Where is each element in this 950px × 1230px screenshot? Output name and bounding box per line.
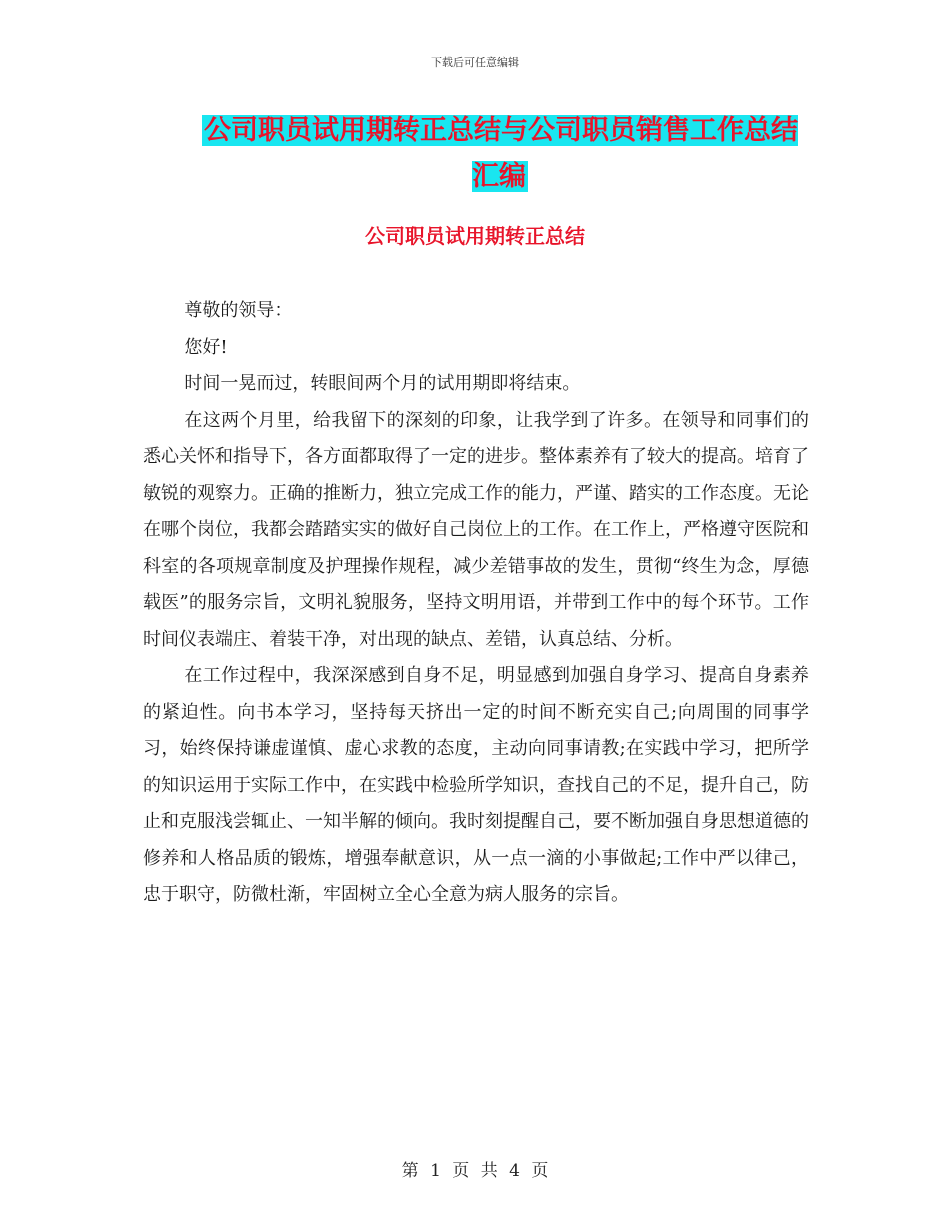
paragraph: 时间一晃而过，转眼间两个月的试用期即将结束。 [184, 373, 581, 394]
document-title [190, 108, 810, 200]
paragraph: 在这两个月里，给我留下的深刻的印象，让我学到了许多。在领导和同事们的悉心关怀和指导下，各方面都取得了一定的进步。整体素养有了较大的提高。培育了敏锐的观察力。正确的推断力，独立完成工作的能力，严谨、踏实的工作态度。无论在哪个岗位，我都会踏踏实实的做好自己岗位上的工作。在工作上，严格遵守医院和科室的各项规章制度及护理操作规程，减少差错事故的发生，贯彻“终生为念，厚德载医”的服务宗旨，文明礼貌服务，坚持文明用语，并带到工作中的每个环节。工作时间仪表端庄、着装干净，对出现的缺点、差错，认真总结、分析。 [143, 409, 809, 650]
page-number: 第 1 页 共 4 页 [401, 1161, 549, 1181]
document-body [143, 293, 809, 914]
paragraph: 在工作过程中，我深深感到自身不足，明显感到加强自身学习、提高自身素养的紧迫性。向书本学习，坚持每天挤出一定的时间不断充实自己;向周围的同事学习，始终保持谦虚谨慎、虚心求教的态度，主动向同事请教;在实践中学习，把所学的知识运用于实际工作中，在实践中检验所学知识，查找自己的不足，提升自己，防止和克服浅尝辄止、一知半解的倾向。我时刻提醒自己，要不断加强自身思想道德的修养和人格品质的锻炼，增强奉献意识，从一点一滴的小事做起;工作中严以律己，忠于职守，防微杜渐，牢固树立全心全意为病人服务的宗旨。 [143, 665, 809, 905]
header-note: 下载后可任意编辑 [431, 56, 519, 69]
salutation: 尊敬的领导： [184, 300, 293, 321]
greeting: 您好! [184, 336, 228, 358]
section-title: 公司职员试用期转正总结 [365, 224, 585, 248]
document-title-text: 公司职员试用期转正总结与公司职员销售工作总结汇编 [204, 115, 798, 192]
